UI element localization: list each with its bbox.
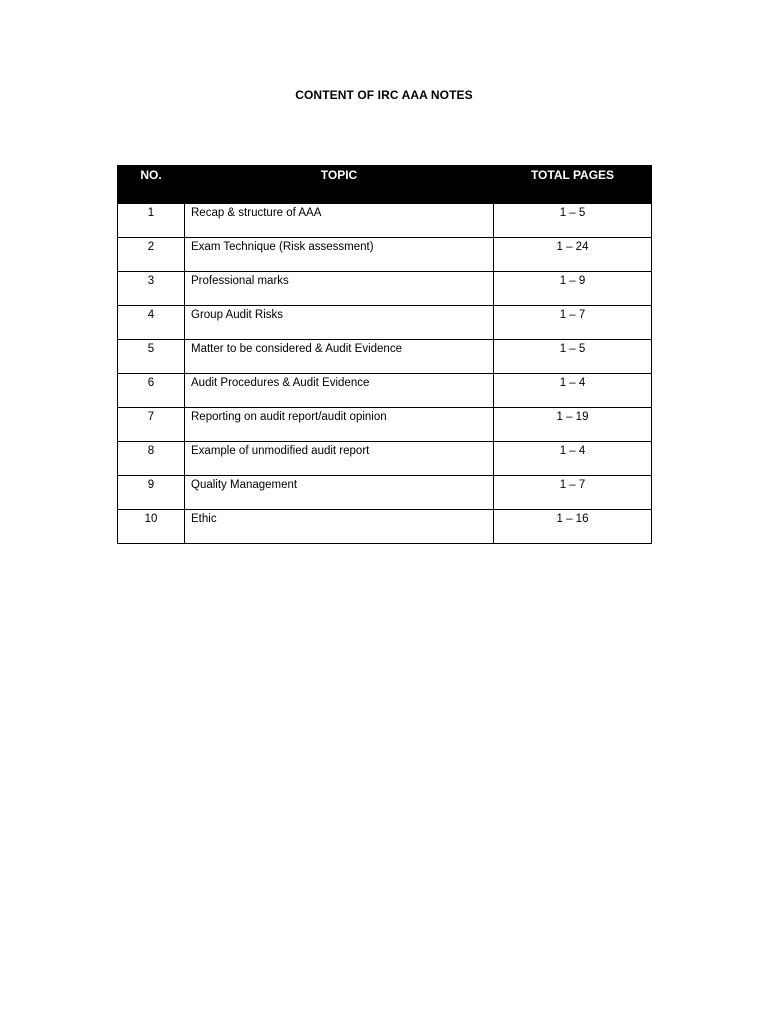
row-topic: Group Audit Risks: [185, 306, 494, 340]
table-row: [118, 510, 652, 544]
row-topic: Audit Procedures & Audit Evidence: [185, 374, 494, 408]
table-row: [118, 340, 652, 374]
row-number: 10: [118, 510, 185, 544]
row-number: 3: [118, 272, 185, 306]
row-topic: Recap & structure of AAA: [185, 204, 494, 238]
contents-table: [117, 165, 652, 544]
row-number: 2: [118, 238, 185, 272]
row-pages: 1 – 16: [494, 510, 652, 544]
row-pages: 1 – 7: [494, 476, 652, 510]
row-pages: 1 – 5: [494, 204, 652, 238]
row-pages: 1 – 9: [494, 272, 652, 306]
page-title: CONTENT OF IRC AAA NOTES: [295, 88, 473, 102]
row-pages: 1 – 24: [494, 238, 652, 272]
header-total-pages: TOTAL PAGES: [494, 166, 652, 204]
table-body: [118, 204, 652, 544]
table-row: [118, 374, 652, 408]
row-pages: 1 – 4: [494, 442, 652, 476]
table-header: [118, 166, 652, 204]
table-row: [118, 442, 652, 476]
row-topic: Professional marks: [185, 272, 494, 306]
table-row: [118, 306, 652, 340]
row-topic: Quality Management: [185, 476, 494, 510]
row-number: 5: [118, 340, 185, 374]
table-row: [118, 408, 652, 442]
row-topic: Matter to be considered & Audit Evidence: [185, 340, 494, 374]
row-number: 1: [118, 204, 185, 238]
row-number: 4: [118, 306, 185, 340]
header-topic: TOPIC: [185, 166, 494, 204]
table-row: [118, 238, 652, 272]
row-pages: 1 – 19: [494, 408, 652, 442]
row-topic: Exam Technique (Risk assessment): [185, 238, 494, 272]
row-pages: 1 – 4: [494, 374, 652, 408]
row-topic: Reporting on audit report/audit opinion: [185, 408, 494, 442]
row-topic: Ethic: [185, 510, 494, 544]
row-pages: 1 – 7: [494, 306, 652, 340]
table-row: [118, 476, 652, 510]
row-number: 9: [118, 476, 185, 510]
row-number: 8: [118, 442, 185, 476]
header-row: [118, 166, 652, 204]
table-row: [118, 272, 652, 306]
row-pages: 1 – 5: [494, 340, 652, 374]
table-row: [118, 204, 652, 238]
row-number: 6: [118, 374, 185, 408]
row-number: 7: [118, 408, 185, 442]
row-topic: Example of unmodified audit report: [185, 442, 494, 476]
header-no: NO.: [118, 166, 185, 204]
